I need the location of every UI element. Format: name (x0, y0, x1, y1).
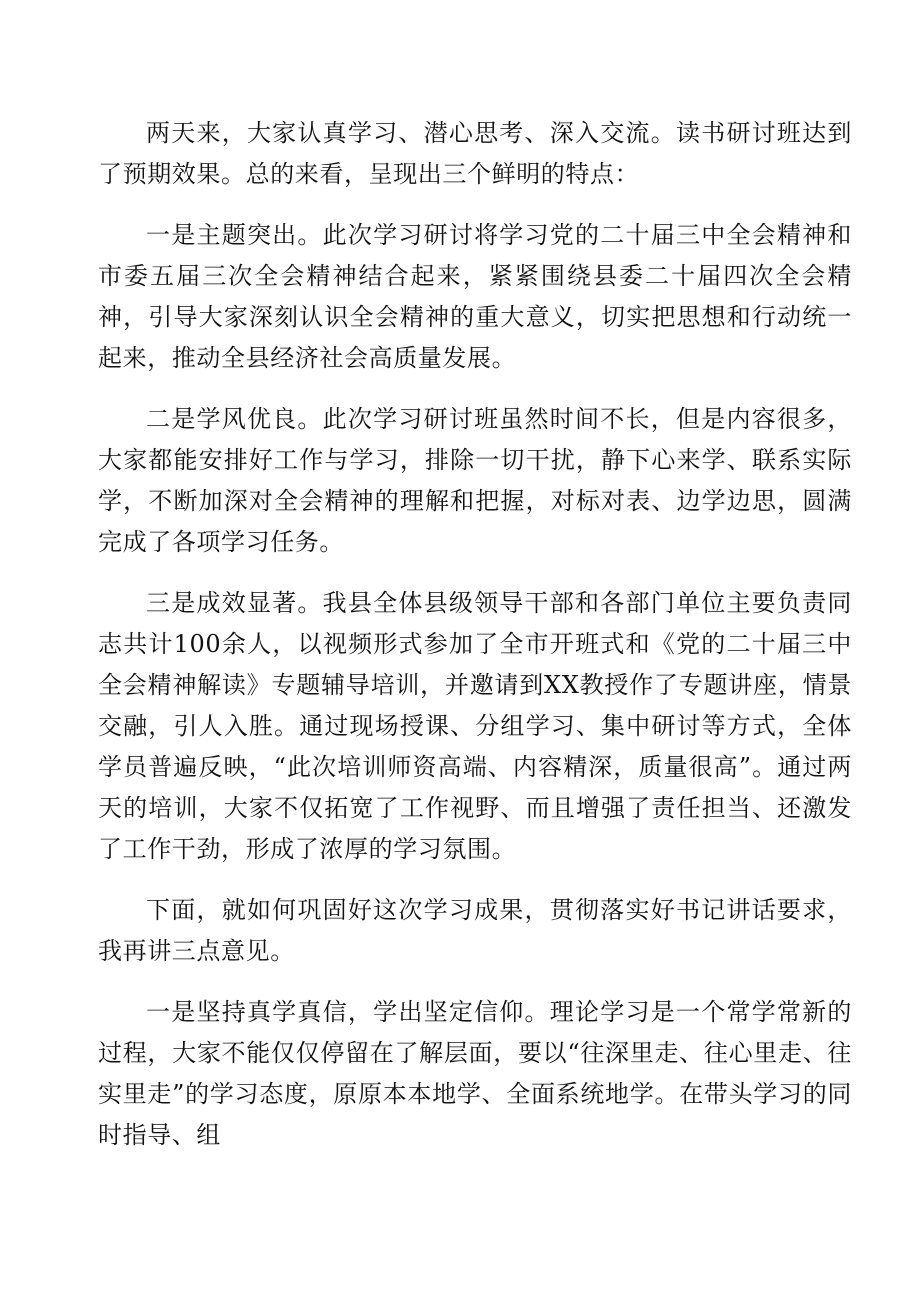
document-body (98, 113, 852, 1176)
paragraph-intro: 两天来，大家认真学习、潜心思考、深入交流。读书研讨班达到了预期效果。总的来看，呈现出三个鲜明的特点： (98, 119, 852, 188)
paragraph-transition: 下面，就如何巩固好这次学习成果，贯彻落实好书记讲话要求，我再讲三点意见。 (98, 896, 852, 965)
paragraph-style: 二是学风优良。此次学习研讨班虽然时间不长，但是内容很多，大家都能安排好工作与学习，排除一切干扰，静下心来学、联系实际学，不断加深对全会精神的理解和把握，对标对表、边学边思，圆满完成了各项学习任务。 (98, 405, 852, 556)
paragraph-results: 三是成效显著。我县全体县级领导干部和各部门单位主要负责同志共计100余人，以视频形式参加了全市开班式和《党的二十届三中全会精神解读》专题辅导培训，并邀请到XX教授作了专题讲座，情景交融，引人入胜。通过现场授课、分组学习、集中研讨等方式，全体学员普遍反映，“此次培训师资高端、内容精深，质量很高”。通过两天的培训，大家不仅拓宽了工作视野、而且增强了责任担当、还激发了工作干劲，形成了浓厚的学习氛围。 (98, 589, 852, 863)
paragraph-theme: 一是主题突出。此次学习研讨将学习党的二十届三中全会精神和市委五届三次全会精神结合起来，紧紧围绕县委二十届四次全会精神，引导大家深刻认识全会精神的重大意义，切实把思想和行动统一起来，推动全县经济社会高质量发展。 (98, 221, 852, 372)
paragraph-point-one: 一是坚持真学真信，学出坚定信仰。理论学习是一个常学常新的过程，大家不能仅仅停留在了解层面，要以“往深里走、往心里走、往实里走”的学习态度，原原本本地学、全面系统地学。在带头学习的同时指导、组 (98, 998, 852, 1149)
